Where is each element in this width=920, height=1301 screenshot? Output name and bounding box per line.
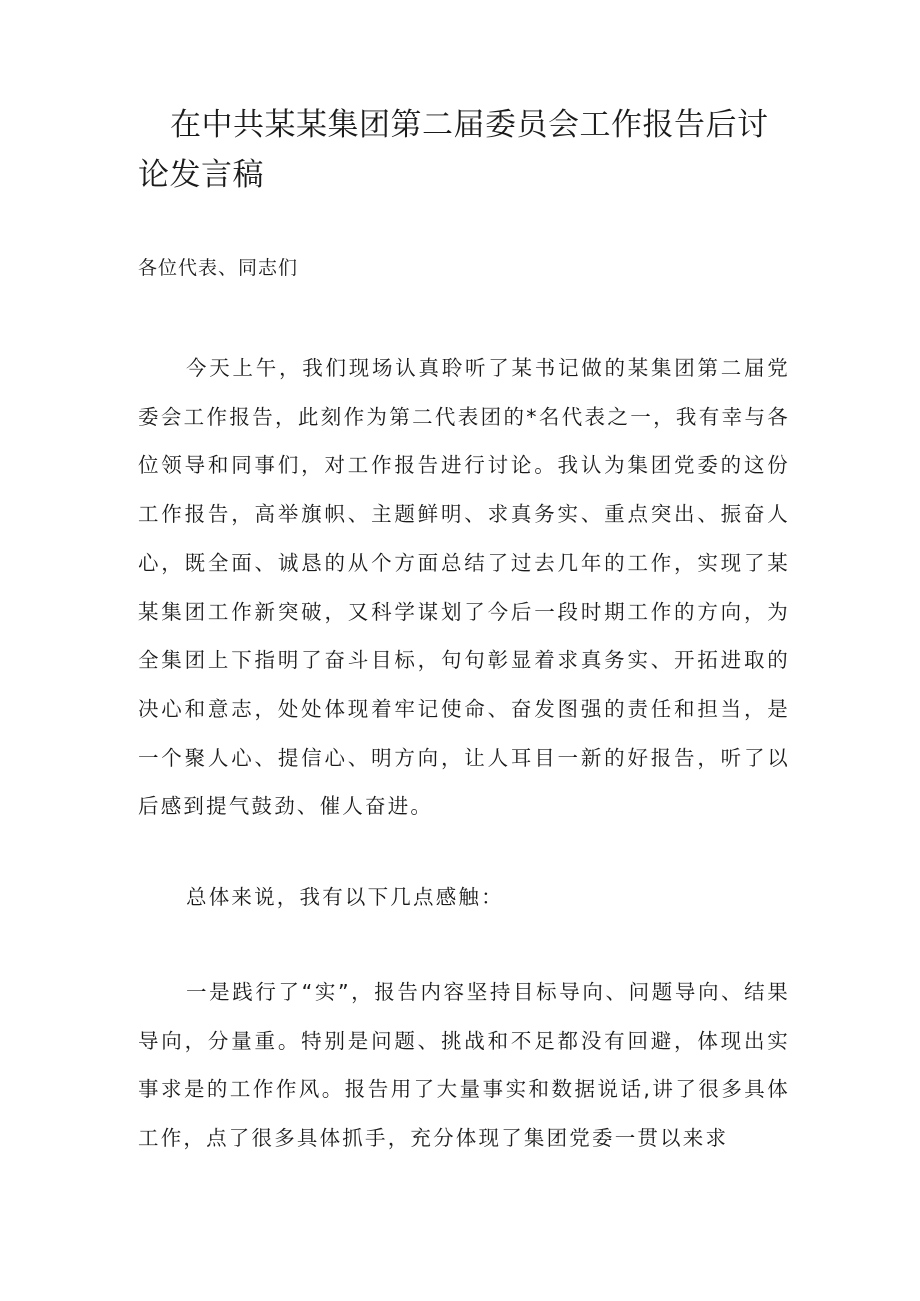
salutation: 各位代表、同志们 (138, 257, 299, 279)
paragraph-point-one: 一是践行了“实”，报告内容坚持目标导向、问题导向、结果导向，分量重。特别是问题、挑战和不足都没有回避，体现出实事求是的工作作风。报告用了大量事实和数据说话,讲了很多具体工作，点了很多具体抓手，充分体现了集团党委一贯以来求 (138, 980, 790, 1151)
paragraph-summary: 总体来说，我有以下几点感触： (186, 885, 504, 909)
paragraph-intro: 今天上午，我们现场认真聆听了某书记做的某集团第二届党委会工作报告，此刻作为第二代表团的*名代表之一，我有幸与各位领导和同事们，对工作报告进行讨论。我认为集团党委的这份工作报告，高举旗帜、主题鲜明、求真务实、重点突出、振奋人心，既全面、诚恳的从个方面总结了过去几年的工作，实现了某某集团工作新突破，又科学谋划了今后一段时期工作的方向，为全集团上下指明了奋斗目标，句句彰显着求真务实、开拓进取的决心和意志，处处体现着牢记使命、奋发图强的责任和担当，是一个聚人心、提信心、明方向，让人耳目一新的好报告，听了以后感到提气鼓劲、催人奋进。 (138, 356, 790, 819)
document-title: 在中共某某集团第二届委员会工作报告后讨论发言稿 (138, 107, 769, 193)
